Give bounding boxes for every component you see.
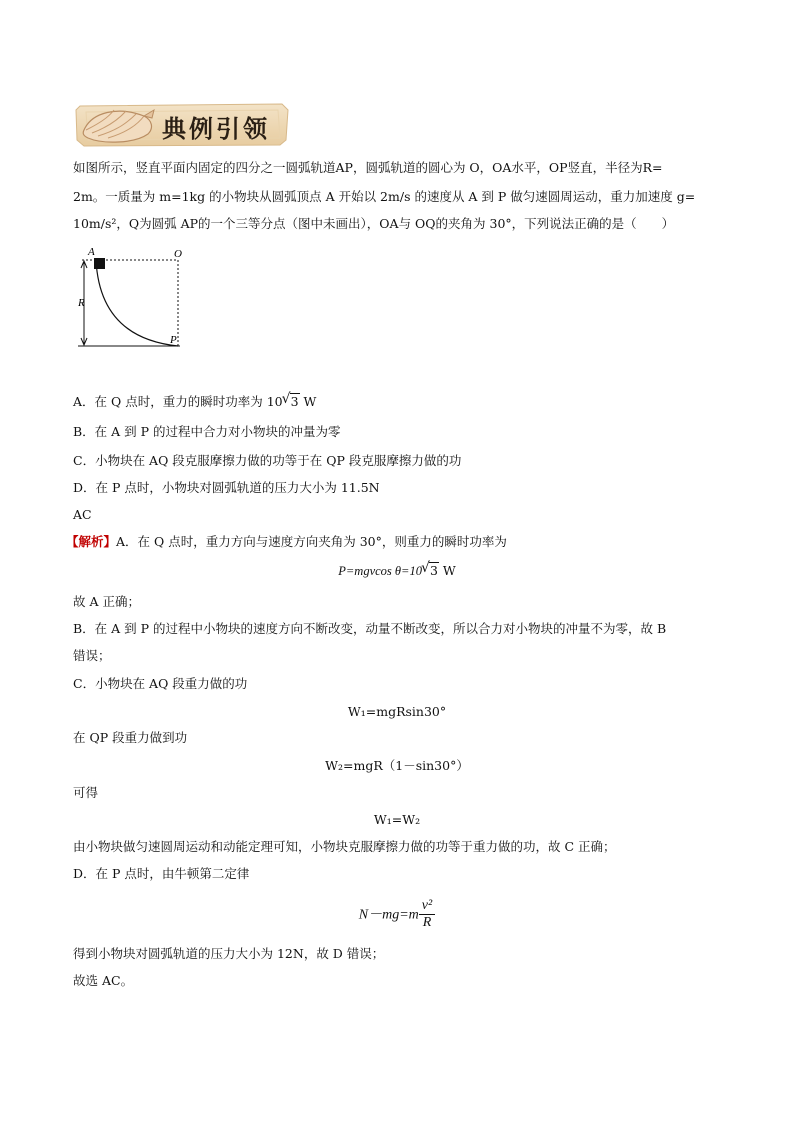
analysis-c-conclusion: 由小物块做匀速圆周运动和动能定理可知，小物块克服摩擦力做的功等于重力做的功，故 C 正确； — [73, 839, 616, 854]
analysis-b-line-2: 错误； — [73, 648, 111, 663]
analysis-d-line-1: D．在 P 点时，由牛顿第二定律 — [73, 866, 250, 881]
analysis-tag: 【解析】 — [66, 534, 117, 549]
analysis-c-line-1: C．小物块在 AQ 段重力做的功 — [73, 676, 248, 691]
analysis-a-conclusion: 故 A 正确； — [73, 594, 140, 609]
answer: AC — [73, 507, 92, 522]
analysis-c-line-2: 在 QP 段重力做到功 — [73, 730, 188, 745]
analysis-c-line-3: 可得 — [73, 785, 99, 800]
option-b: B．在 A 到 P 的过程中合力对小物块的冲量为零 — [73, 424, 341, 439]
seashell-icon — [78, 100, 158, 148]
final-answer: 故选 AC。 — [73, 973, 134, 988]
option-d: D．在 P 点时，小物块对圆弧轨道的压力大小为 11.5N — [73, 480, 380, 495]
equation-w1-equals-w2: W₁=W₂ — [373, 812, 421, 827]
sqrt-symbol: √ 3 — [283, 394, 300, 410]
label-r: R — [78, 297, 85, 309]
block-square — [94, 258, 105, 269]
label-a: A — [88, 246, 95, 258]
question-line-3: 10m/s²，Q为圆弧 AP的一个三等分点（图中未画出），OA与 OQ的夹角为 30°，下列说法正确的是（ ） — [73, 216, 675, 231]
question-line-2: 2m。一质量为 m=1kg 的小物块从圆弧顶点 A 开始以 2m/s 的速度从 A 到 P 做匀速圆周运动，重力加速度 g= — [73, 189, 696, 204]
equation-newton: N－mg=m $\frac{\text{v²}}{R}$ — [0, 898, 794, 931]
option-c: C．小物块在 AQ 段克服摩擦力做的功等于在 QP 段克服摩擦力做的功 — [73, 453, 462, 468]
label-p: P — [170, 334, 177, 346]
equation-w1: W₁=mgRsin30° — [347, 704, 447, 719]
analysis-d-conclusion: 得到小物块对圆弧轨道的压力大小为 12N，故 D 错误； — [73, 946, 385, 961]
fraction: $\frac{\text{v²}}{R}$ — [419, 898, 435, 931]
option-a: A．在 Q 点时，重力的瞬时功率为 10√ 3 W — [73, 394, 316, 410]
arc-track — [96, 260, 178, 346]
arc-track-diagram — [74, 246, 186, 356]
section-banner — [74, 100, 290, 148]
analysis-b-line-1: B．在 A 到 P 的过程中小物块的速度方向不断改变，动量不断改变，所以合力对小物块的冲量不为零，故 B — [73, 621, 667, 636]
equation-w2: W₂=mgR（1－sin30°） — [325, 758, 469, 773]
banner-title: 典例引领 — [162, 114, 270, 143]
analysis-a-line: 【解析】A．在 Q 点时，重力方向与速度方向夹角为 30°，则重力的瞬时功率为 — [66, 534, 507, 549]
equation-power: P=mgvcos θ=10√ 3 W — [0, 563, 794, 579]
diagram-svg — [74, 246, 186, 352]
question-line-1: 如图所示，竖直平面内固定的四分之一圆弧轨道AP，圆弧轨道的圆心为 O，OA水平，OP竖直，半径为R= — [73, 160, 663, 175]
label-o: O — [174, 248, 182, 260]
